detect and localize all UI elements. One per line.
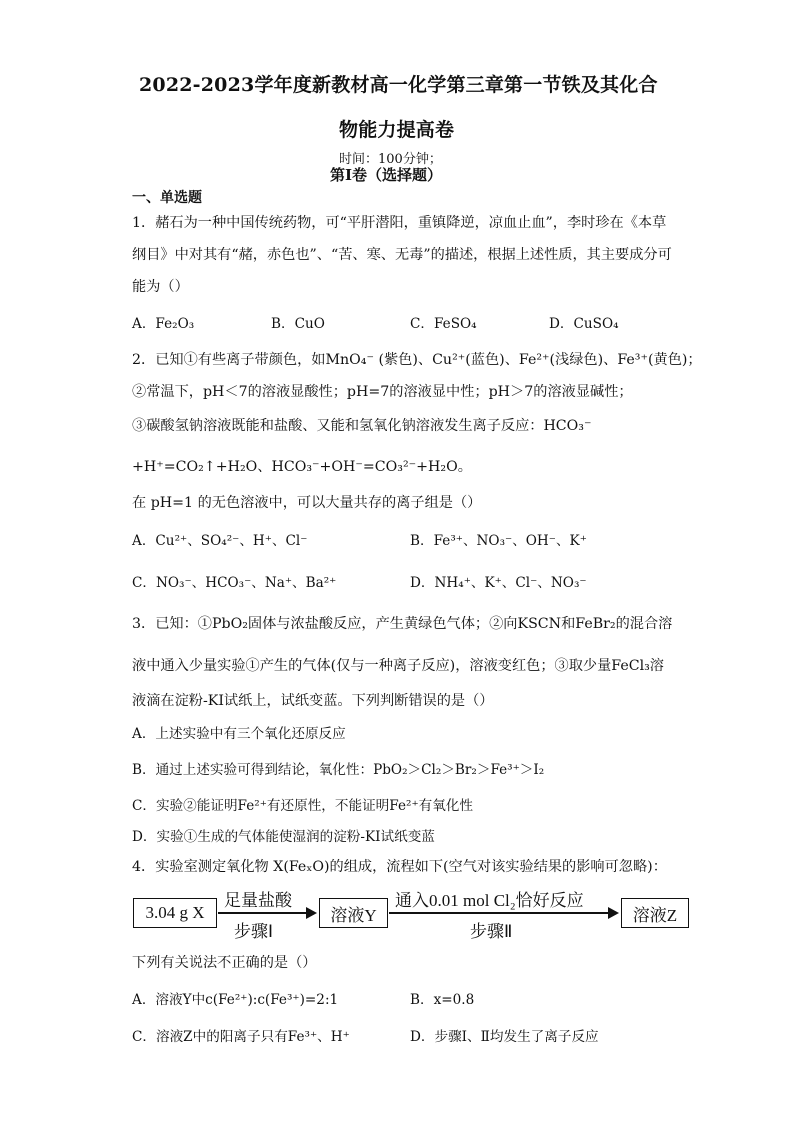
q3-option-d: D．实验①生成的气体能使湿润的淀粉-KI试纸变蓝: [132, 829, 435, 845]
q1-line3: 能为（）: [132, 279, 189, 295]
q4-line2: 下列有关说法不正确的是（）: [132, 955, 317, 971]
q2-line2: ②常温下，pH＜7的溶液显酸性；pH=7的溶液显中性；pH＞7的溶液显碱性；: [132, 384, 633, 400]
flow-box-y: 溶液Y: [319, 898, 388, 928]
q2-option-c: C．NO₃⁻、HCO₃⁻、Na⁺、Ba²⁺: [132, 575, 337, 591]
q1-option-a: A．Fe₂O₃: [132, 316, 195, 332]
q3-line2: 液中通入少量实验①产生的气体(仅与一种离子反应)，溶液变红色；③取少量FeCl₃溶: [132, 658, 664, 674]
page-title-line1: 2022-2023学年度新教材高一化学第三章第一节铁及其化合: [139, 74, 658, 96]
q4-line1: 4．实验室测定氧化物 X(FeₓO)的组成，流程如下(空气对该实验结果的影响可忽略)：: [132, 859, 667, 875]
q1-option-b: B．CuO: [271, 316, 325, 332]
volume-heading: 第Ⅰ卷（选择题）: [330, 166, 443, 184]
q4-option-b: B．x=0.8: [410, 992, 475, 1008]
q2-line3: ③碳酸氢钠溶液既能和盐酸、又能和氢氧化钠溶液发生离子反应：HCO₃⁻: [132, 418, 592, 434]
q4-option-a: A．溶液Y中c(Fe²⁺):c(Fe³⁺)=2:1: [132, 992, 339, 1008]
q1-option-d: D．CuSO₄: [549, 316, 619, 332]
q2-option-b: B．Fe³⁺、NO₃⁻、OH⁻、K⁺: [410, 533, 587, 549]
page-title-line2: 物能力提高卷: [339, 119, 455, 141]
flow-arrow2-bottom-label: 步骤Ⅱ: [470, 922, 513, 941]
flow-arrow2-head: [608, 907, 619, 919]
flow-box-z: 溶液Z: [621, 898, 689, 928]
q4-option-c: C．溶液Z中的阳离子只有Fe³⁺、H⁺: [132, 1029, 350, 1045]
q1-line1: 1．赭石为一种中国传统药物，可“平肝潜阳，重镇降逆，凉血止血”，李时珍在《本草: [132, 215, 667, 231]
section-title: 一、单选题: [132, 190, 202, 206]
q2-line1: 2．已知①有些离子带颜色，如MnO₄⁻ (紫色)、Cu²⁺(蓝色)、Fe²⁺(浅绿色)、Fe³⁺(黄色)；: [132, 352, 702, 368]
q2-line5: 在 pH=1 的无色溶液中，可以大量共存的离子组是（）: [132, 495, 482, 511]
q1-option-c: C．FeSO₄: [410, 316, 477, 332]
q3-option-c: C．实验②能证明Fe²⁺有还原性，不能证明Fe²⁺有氧化性: [132, 798, 473, 814]
q3-option-b: B．通过上述实验可得到结论，氧化性：PbO₂＞Cl₂＞Br₂＞Fe³⁺＞I₂: [132, 762, 545, 778]
q4-option-d: D．步骤Ⅰ、Ⅱ均发生了离子反应: [410, 1029, 599, 1045]
q2-option-a: A．Cu²⁺、SO₄²⁻、H⁺、Cl⁻: [132, 533, 308, 549]
q2-line4: +H⁺=CO₂↑+H₂O、HCO₃⁻+OH⁻=CO₃²⁻+H₂O。: [132, 459, 472, 475]
flow-arrow1-head: [306, 907, 317, 919]
q2-option-d: D．NH₄⁺、K⁺、Cl⁻、NO₃⁻: [410, 575, 587, 591]
flow-arrow2-line: [389, 912, 609, 914]
flow-arrow1-line: [218, 912, 307, 914]
q3-line3: 液滴在淀粉-KI试纸上，试纸变蓝。下列判断错误的是（）: [132, 693, 494, 709]
flow-box-x: 3.04 g X: [133, 898, 217, 928]
flow-arrow2-top-label: 通入0.01 mol Cl₂恰好反应: [395, 891, 584, 910]
q3-option-a: A．上述实验中有三个氧化还原反应: [132, 726, 346, 742]
flow-arrow1-top-label: 足量盐酸: [224, 891, 292, 910]
q3-line1: 3．已知：①PbO₂固体与浓盐酸反应，产生黄绿色气体；②向KSCN和FeBr₂的混合溶: [132, 616, 673, 632]
exam-time: 时间：100分钟；: [339, 152, 442, 167]
q1-line2: 纲目》中对其有“赭，赤色也”、“苦、寒、无毒”的描述，根据上述性质，其主要成分可: [132, 247, 672, 263]
flow-arrow1-bottom-label: 步骤Ⅰ: [234, 922, 274, 941]
